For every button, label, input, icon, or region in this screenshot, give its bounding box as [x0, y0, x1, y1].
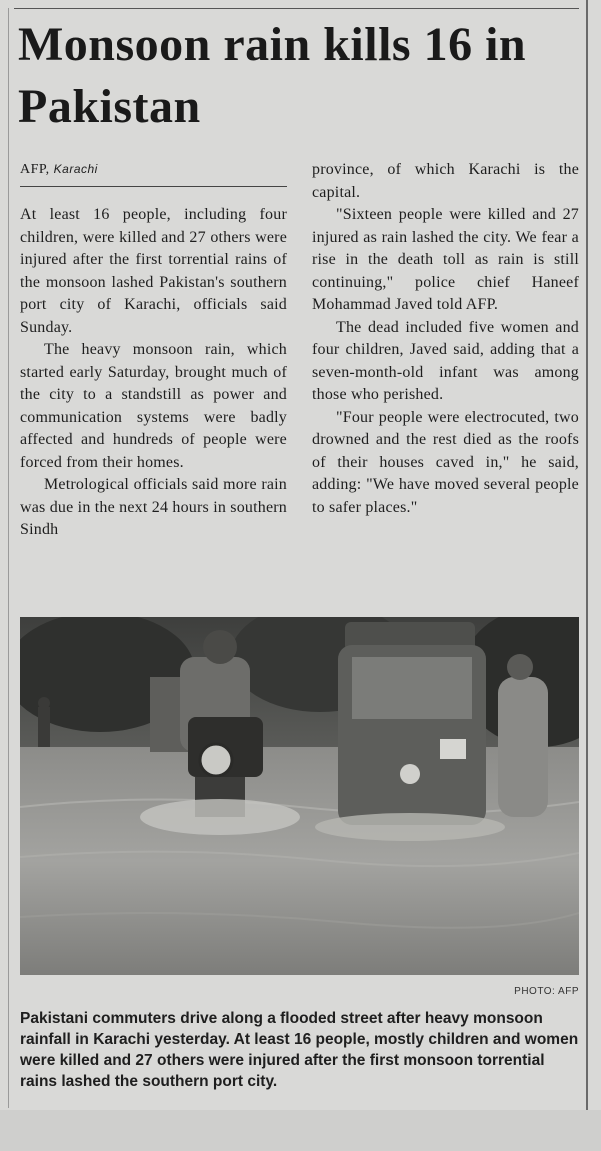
- paragraph: Metrological officials said more rain was due in the next 24 hours in southern Sindh: [20, 476, 287, 538]
- paragraph: province, of which Karachi is the capital.: [312, 161, 579, 201]
- page-bottom-margin: [0, 1110, 601, 1151]
- paragraph: The dead included five women and four children, Javed said, adding that a seven-month-old infant was among those who perished.: [312, 318, 579, 403]
- article-column-1: [20, 204, 287, 542]
- news-photo: [20, 617, 579, 975]
- article-headline: Monsoon rain kills 16 in Pakistan: [18, 18, 527, 133]
- byline-divider: [20, 186, 287, 187]
- byline-city: Karachi: [53, 162, 98, 176]
- right-border-rule: [586, 0, 588, 1110]
- paragraph: "Four people were electrocuted, two drowned and the rest died as the roofs of their houses caved in," he said, adding: "We have moved several people to safer places.": [312, 408, 579, 516]
- paragraph: "Sixteen people were killed and 27 injured as rain lashed the city. We fear a rise in the death toll as rain is still continuing," police chief Haneef Mohammad Javed told AFP.: [312, 206, 579, 313]
- paragraph: At least 16 people, including four children, were killed and 27 others were injured after the first torrential rains of the monsoon lashed Pakistan's southern port city of Karachi, officials said Sunday.: [20, 206, 287, 336]
- paragraph: The heavy monsoon rain, which started early Saturday, brought much of the city to a standstill as power and communication systems were badly affected and hundreds of people were forced from their homes.: [20, 341, 287, 471]
- article-column-2: [312, 159, 579, 519]
- byline: [20, 162, 98, 178]
- photo-credit: PHOTO: AFP: [514, 986, 579, 997]
- byline-agency: AFP,: [20, 162, 50, 177]
- top-border-rule: [14, 8, 579, 9]
- photo-caption: Pakistani commuters drive along a flooded street after heavy monsoon rainfall in Karachi yesterday. At least 16 people, mostly children and women were killed and 27 others were injured after the first monsoon torrential rains lashed the southern port city.: [20, 1010, 579, 1090]
- left-border-rule: [8, 8, 9, 1108]
- flooded-street-photo: [20, 617, 579, 975]
